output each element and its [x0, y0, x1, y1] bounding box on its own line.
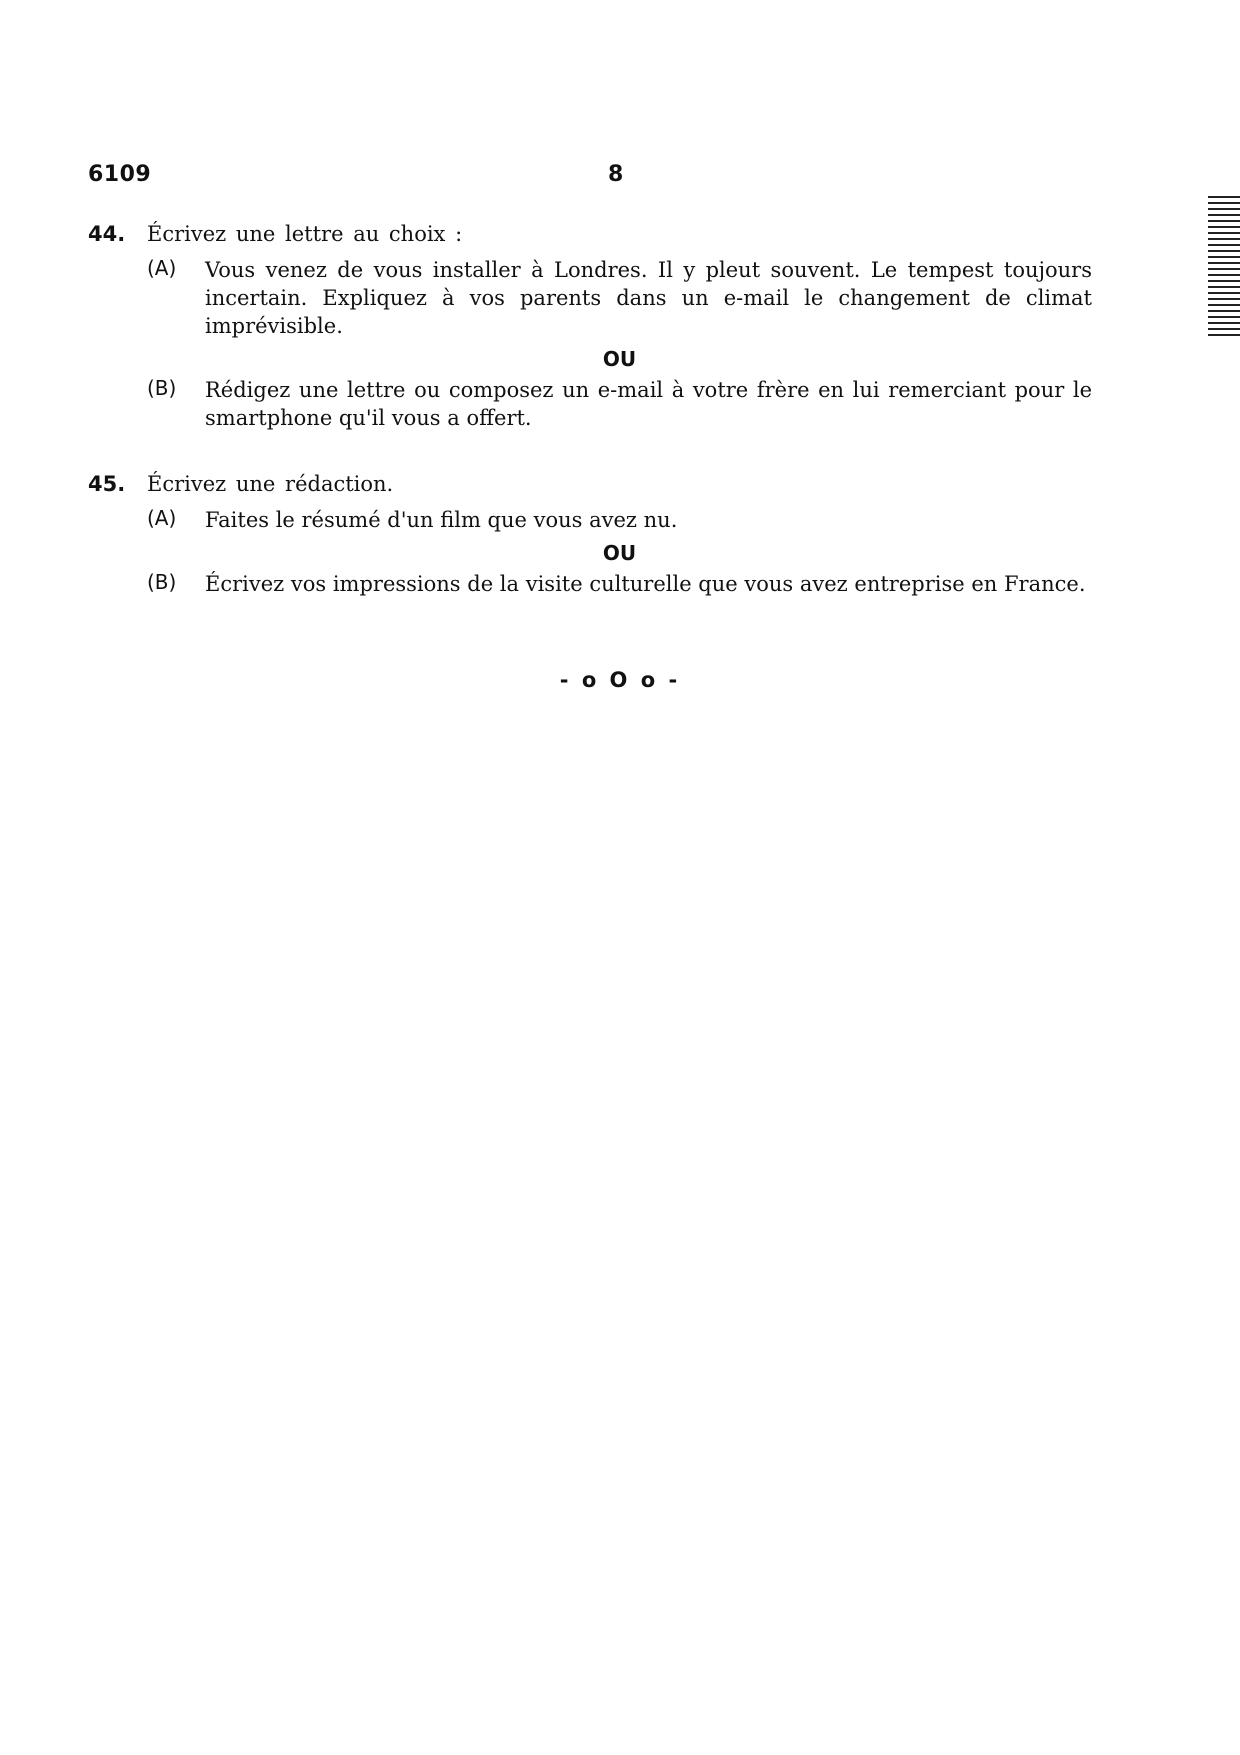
option-text: Faites le résumé d'un film que vous avez nu.	[205, 508, 678, 532]
option-text: Vous venez de vous installer à Londres. Il y pleut souvent. Le tempest toujours incertain. Expliquez à vos parents dans un e-mail le changement de climat imprévisible.	[205, 258, 1092, 338]
question-44	[88, 222, 1092, 432]
option-label: (A)	[147, 256, 177, 280]
option-label: (A)	[147, 506, 177, 530]
end-of-paper-mark: - o O o -	[559, 668, 681, 692]
paper-code: 6109	[88, 162, 152, 187]
question-prompt: Écrivez une rédaction.	[147, 472, 394, 496]
option-a	[147, 256, 1092, 340]
question-45	[88, 472, 1092, 598]
option-b	[147, 376, 1092, 432]
option-text: Rédigez une lettre ou composez un e-mail à votre frère en lui remerciant pour le smartphone qu'il vous a offert.	[205, 378, 1092, 430]
question-number: 45.	[88, 472, 126, 496]
question-prompt: Écrivez une lettre au choix :	[147, 222, 463, 246]
option-label: (B)	[147, 570, 177, 594]
or-separator: OU	[602, 541, 637, 565]
option-label: (B)	[147, 376, 177, 400]
or-separator: OU	[602, 347, 637, 371]
question-number: 44.	[88, 222, 126, 246]
option-a	[147, 506, 1092, 534]
page-number: 8	[608, 162, 624, 187]
margin-line-marks	[1208, 196, 1240, 342]
option-b	[147, 570, 1092, 598]
option-text: Écrivez vos impressions de la visite culturelle que vous avez entreprise en France.	[205, 572, 1086, 596]
